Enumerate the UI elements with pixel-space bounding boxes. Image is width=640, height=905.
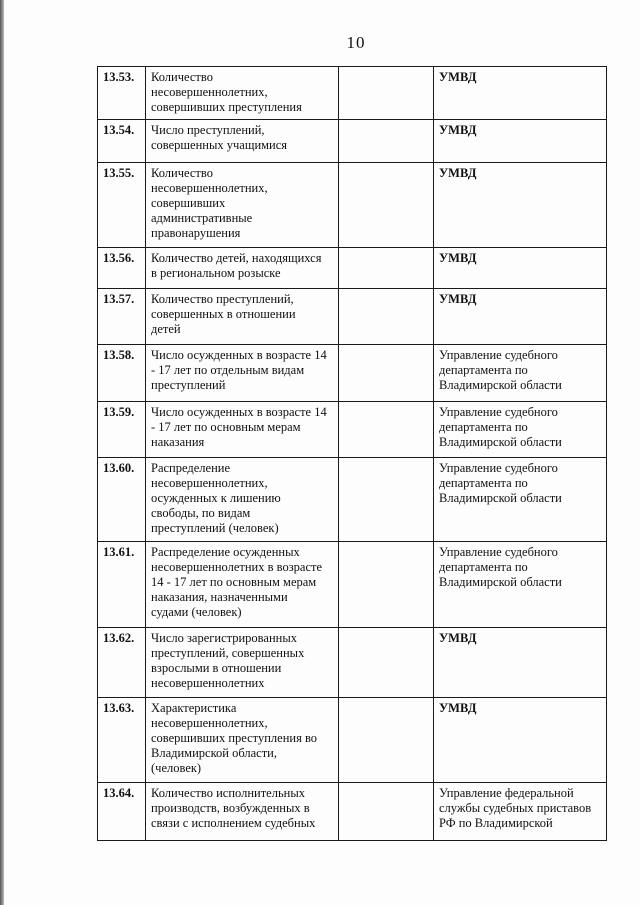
indicator-cell-line: взрослыми в отношении (151, 661, 282, 675)
source-cell-line: УМВД (439, 166, 477, 180)
indicator-cell-line: совершивших преступления (151, 100, 302, 114)
source-cell-line: Владимирской области (439, 378, 562, 392)
table-row (98, 783, 607, 841)
source-cell-line: департамента по (439, 560, 528, 574)
source-cell-line: Управление судебного (439, 405, 558, 419)
indicator-cell (146, 628, 339, 698)
indicator-cell-line: преступлений, совершенных (151, 646, 305, 660)
row-number (98, 783, 146, 841)
indicator-cell (146, 458, 339, 542)
row-number-line: 13.63. (103, 701, 135, 715)
indicator-cell-line: в региональном розыске (151, 266, 281, 280)
source-cell (434, 120, 607, 163)
indicator-cell-line: 14 - 17 лет по основным мерам (151, 575, 317, 589)
source-cell (434, 628, 607, 698)
row-number (98, 628, 146, 698)
value-cell (339, 458, 434, 542)
row-number-line: 13.64. (103, 786, 135, 800)
value-cell (339, 248, 434, 289)
indicator-cell-line: наказания, назначенными (151, 590, 288, 604)
indicator-cell-line: несовершеннолетних, (151, 716, 268, 730)
value-cell (339, 783, 434, 841)
indicator-cell-line: наказания (151, 435, 205, 449)
indicator-cell-line: связи с исполнением судебных (151, 816, 316, 830)
source-cell-line: Управление судебного (439, 545, 558, 559)
row-number-line: 13.56. (103, 251, 135, 265)
indicator-cell (146, 120, 339, 163)
indicator-cell (146, 345, 339, 402)
source-cell-line: департамента по (439, 476, 528, 490)
source-cell-line: УМВД (439, 631, 477, 645)
indicator-cell-line: несовершеннолетних, (151, 85, 268, 99)
indicator-cell (146, 783, 339, 841)
row-number (98, 458, 146, 542)
indicator-cell-line: преступлений (человек) (151, 521, 279, 535)
value-cell (339, 289, 434, 345)
indicator-cell-line: несовершеннолетних в возрасте (151, 560, 323, 574)
table-row (98, 163, 607, 248)
source-cell-line: УМВД (439, 70, 477, 84)
table-row (98, 402, 607, 458)
source-cell-line: Управление судебного (439, 348, 558, 362)
source-cell (434, 542, 607, 628)
value-cell (339, 698, 434, 783)
source-cell-line: Управление судебного (439, 461, 558, 475)
source-cell (434, 289, 607, 345)
indicator-cell-line: несовершеннолетних (151, 676, 265, 690)
indicator-cell-line: Количество детей, находящихся (151, 251, 322, 265)
indicator-cell-line: совершивших (151, 196, 226, 210)
indicator-cell (146, 163, 339, 248)
row-number-line: 13.54. (103, 123, 135, 137)
indicator-cell-line: правонарушения (151, 226, 241, 240)
source-cell-line: департамента по (439, 420, 528, 434)
row-number (98, 542, 146, 628)
table-row (98, 628, 607, 698)
value-cell (339, 628, 434, 698)
source-cell (434, 458, 607, 542)
indicator-cell-line: Количество преступлений, (151, 292, 294, 306)
indicator-cell-line: судами (человек) (151, 605, 242, 619)
indicator-cell-line: Характеристика (151, 701, 237, 715)
table-row (98, 120, 607, 163)
value-cell (339, 542, 434, 628)
source-cell-line: службы судебных приставов (439, 801, 592, 815)
indicator-cell-line: Распределение (151, 461, 230, 475)
row-number-line: 13.62. (103, 631, 135, 645)
source-cell (434, 783, 607, 841)
row-number-line: 13.60. (103, 461, 135, 475)
page-number: 10 (346, 33, 366, 52)
source-cell (434, 163, 607, 248)
source-cell-line: УМВД (439, 251, 477, 265)
indicator-cell-line: совершенных в отношении (151, 307, 296, 321)
indicator-cell-line: преступлений (151, 378, 226, 392)
scan-edge (0, 0, 4, 905)
row-number-line: 13.57. (103, 292, 135, 306)
indicator-cell-line: детей (151, 322, 181, 336)
source-cell (434, 345, 607, 402)
row-number (98, 67, 146, 120)
indicator-cell-line: административные (151, 211, 253, 225)
row-number (98, 248, 146, 289)
table-body (98, 67, 607, 841)
source-cell-line: Владимирской области (439, 575, 562, 589)
table-row (98, 698, 607, 783)
table-row (98, 67, 607, 120)
indicator-cell (146, 289, 339, 345)
indicator-cell-line: осужденных к лишению (151, 491, 281, 505)
source-cell (434, 248, 607, 289)
value-cell (339, 67, 434, 120)
indicator-cell-line: Число осужденных в возрасте 14 (151, 348, 327, 362)
indicator-cell (146, 67, 339, 120)
indicator-cell-line: производств, возбужденных в (151, 801, 310, 815)
source-cell-line: Владимирской области (439, 491, 562, 505)
value-cell (339, 345, 434, 402)
source-cell-line: УМВД (439, 701, 477, 715)
indicator-cell-line: совершивших преступления во (151, 731, 318, 745)
indicator-cell-line: Количество (151, 70, 213, 84)
row-number-line: 13.58. (103, 348, 135, 362)
table-row (98, 458, 607, 542)
row-number (98, 289, 146, 345)
source-cell (434, 67, 607, 120)
indicator-cell-line: (человек) (151, 761, 202, 775)
indicator-cell-line: совершенных учащимися (151, 138, 288, 152)
source-cell-line: УМВД (439, 123, 477, 137)
value-cell (339, 120, 434, 163)
row-number (98, 120, 146, 163)
table-row (98, 345, 607, 402)
source-cell (434, 698, 607, 783)
value-cell (339, 163, 434, 248)
indicator-cell-line: Количество (151, 166, 213, 180)
indicator-cell-line: несовершеннолетних, (151, 476, 268, 490)
source-cell-line: Управление федеральной (439, 786, 574, 800)
indicator-cell-line: свободы, по видам (151, 506, 251, 520)
indicator-cell-line: несовершеннолетних, (151, 181, 268, 195)
row-number (98, 345, 146, 402)
indicator-cell-line: Число преступлений, (151, 123, 265, 137)
row-number-line: 13.59. (103, 405, 135, 419)
indicator-cell-line: Число зарегистрированных (151, 631, 297, 645)
indicator-cell-line: Число осужденных в возрасте 14 (151, 405, 327, 419)
source-cell-line: департамента по (439, 363, 528, 377)
indicator-cell-line: Количество исполнительных (151, 786, 305, 800)
value-cell (339, 402, 434, 458)
source-cell-line: РФ по Владимирской (439, 816, 553, 830)
indicator-cell (146, 248, 339, 289)
row-number-line: 13.55. (103, 166, 135, 180)
row-number-line: 13.61. (103, 545, 135, 559)
source-cell (434, 402, 607, 458)
indicator-cell-line: Распределение осужденных (151, 545, 300, 559)
row-number (98, 163, 146, 248)
indicators-table (97, 66, 607, 841)
table-row (98, 248, 607, 289)
source-cell-line: УМВД (439, 292, 477, 306)
row-number (98, 698, 146, 783)
indicator-cell (146, 402, 339, 458)
indicator-cell-line: - 17 лет по основным мерам (151, 420, 301, 434)
indicator-cell-line: - 17 лет по отдельным видам (151, 363, 305, 377)
row-number (98, 402, 146, 458)
indicator-cell (146, 698, 339, 783)
indicator-cell (146, 542, 339, 628)
table-row (98, 289, 607, 345)
indicator-cell-line: Владимирской области, (151, 746, 277, 760)
row-number-line: 13.53. (103, 70, 135, 84)
source-cell-line: Владимирской области (439, 435, 562, 449)
table-row (98, 542, 607, 628)
